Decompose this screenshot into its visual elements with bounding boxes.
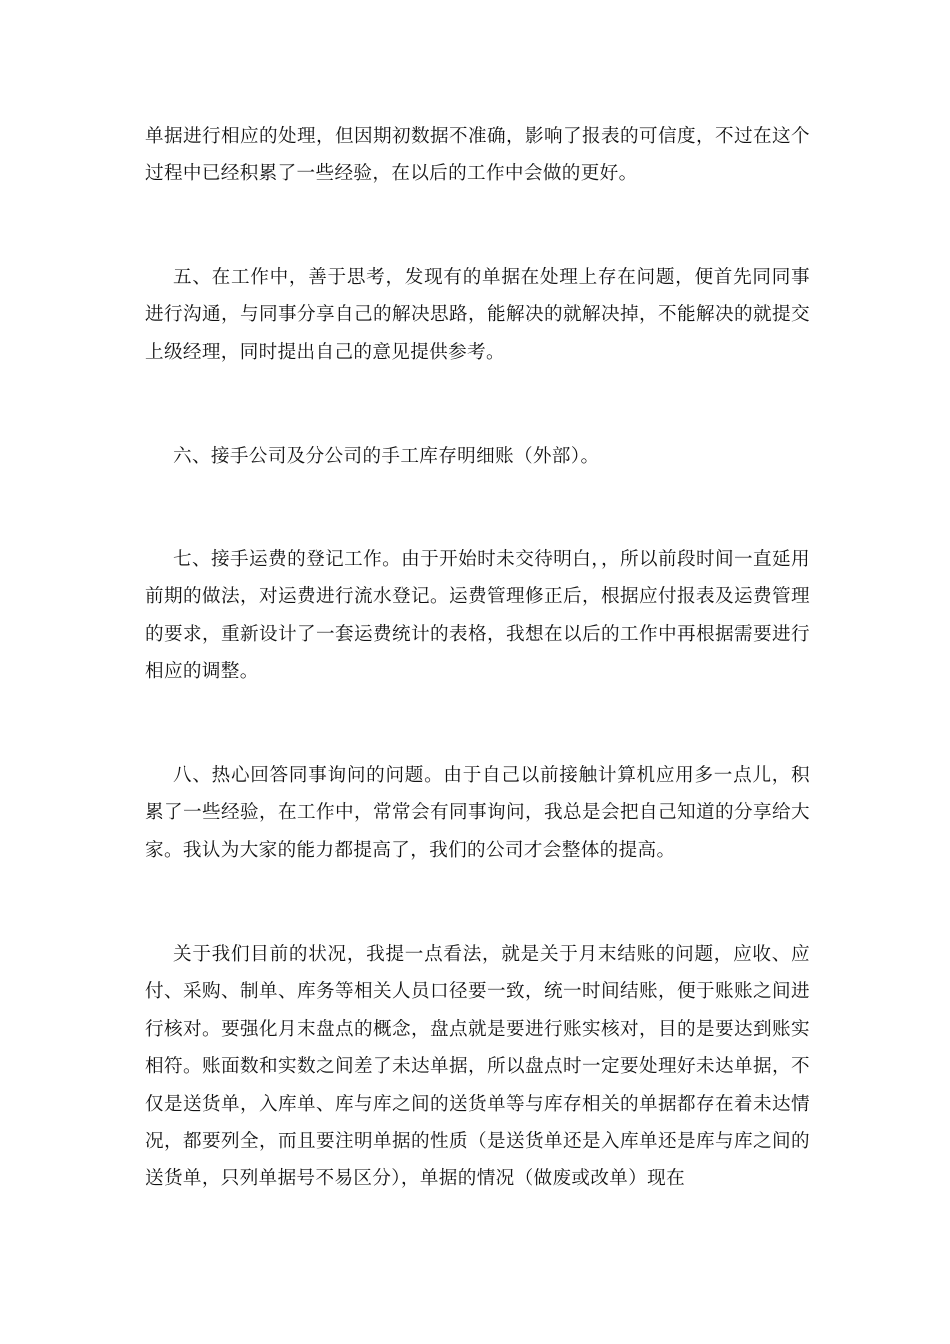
paragraph-continuation: 单据进行相应的处理，但因期初数据不准确，影响了报表的可信度，不过在这个过程中已经积累了一些经验，在以后的工作中会做的更好。 <box>145 126 810 185</box>
paragraph-item-8: 八、热心回答同事询问的问题。由于自己以前接触计算机应用多一点儿，积累了一些经验，在工作中，常常会有同事询问，我总是会把自己知道的分享给大家。我认为大家的能力都提高了，我们的公司才会整体的提高。 <box>145 765 810 861</box>
paragraph-month-end-closing: 关于我们目前的状况，我提一点看法，就是关于月末结账的问题，应收、应付、采购、制单、库务等相关人员口径要一致，统一时间结账，便于账账之间进行核对。要强化月末盘点的概念，盘点就是要进行账实核对，目的是要达到账实相符。账面数和实数之间差了未达单据，所以盘点时一定要处理好未达单据，不仅是送货单，入库单、库与库之间的送货单等与库存相关的单据都存在着未达情况，都要列全，而且要注明单据的性质（是送货单还是入库单还是库与库之间的送货单，只列单据号不易区分），单据的情况（做废或改单）现在 <box>145 944 810 1190</box>
paragraph-item-6: 六、接手公司及分公司的手工库存明细账（外部）。 <box>173 446 600 467</box>
paragraph-item-5: 五、在工作中，善于思考，发现有的单据在处理上存在问题，便首先同同事进行沟通，与同事分享自己的解决思路，能解决的就解决掉，不能解决的就提交上级经理，同时提出自己的意见提供参考。 <box>145 267 810 363</box>
paragraph-item-7: 七、接手运费的登记工作。由于开始时未交待明白，，所以前段时间一直延用前期的做法，对运费进行流水登记。运费管理修正后，根据应付报表及运费管理的要求，重新设计了一套运费统计的表格，我想在以后的工作中再根据需要进行相应的调整。 <box>145 549 810 683</box>
